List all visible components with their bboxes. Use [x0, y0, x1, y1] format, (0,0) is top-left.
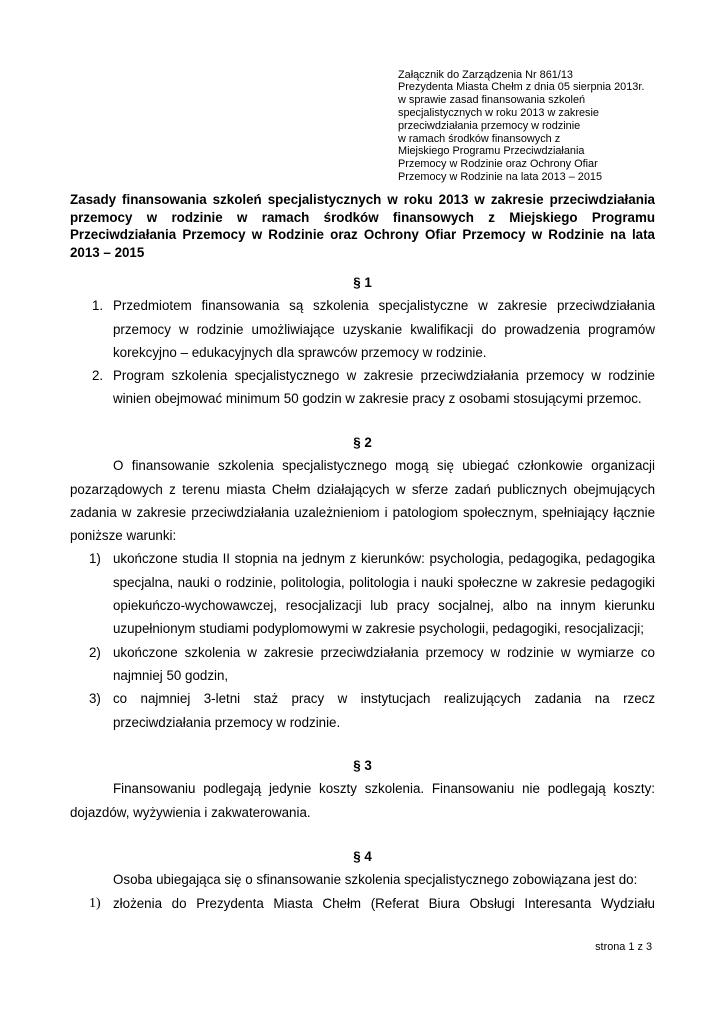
list-marker: 1): [89, 895, 101, 911]
text-line: Program szkolenia specjalistycznego w zakresie przeciwdziałania przemocy w rodzinie: [113, 368, 655, 384]
text-line: uzupełnionym studiami podyplomowymi w zakresie psychologii, pedagogiki, resocjalizacji;: [113, 621, 644, 637]
attachment-note-line: w ramach środków finansowych z: [398, 132, 561, 145]
title-line: Zasady finansowania szkoleń specjalistycznych w roku 2013 w zakresie przeciwdziałania: [70, 192, 655, 207]
list-item: [70, 294, 655, 364]
text-line: ukończone szkolenia w zakresie przeciwdziałania przemocy w rodzinie w wymiarze co: [113, 644, 655, 660]
page-number: strona 1 z 3: [595, 941, 652, 953]
list-item: [70, 547, 655, 640]
section-heading: § 1: [353, 275, 372, 290]
list-item: [70, 364, 655, 411]
text-line: zadania w zakresie przeciwdziałania uzależnieniom i patologiom społecznym, spełniający łącznie: [70, 504, 655, 520]
attachment-note-line: przeciwdziałania przemocy w rodzinie: [398, 119, 581, 132]
attachment-note-line: Miejskiego Programu Przeciwdziałania: [398, 145, 585, 158]
text-line: Finansowaniu podlegają jedynie koszty szkolenia. Finansowaniu nie podlegają koszty:: [113, 781, 655, 797]
text-line: najmniej 50 godzin,: [113, 667, 229, 683]
list-marker: 3): [89, 691, 101, 707]
text-line: korekcyjno – edukacyjnych dla sprawców przemocy w rodzinie.: [113, 344, 487, 360]
attachment-note-line: specjalistycznych w roku 2013 w zakresie: [398, 106, 599, 119]
section-4: [70, 845, 655, 915]
section-3: [70, 754, 655, 824]
title-line: 2013 – 2015: [70, 245, 145, 261]
title-line: przemocy w rodzinie w ramach środków finansowych z Miejskiego Programu: [70, 209, 655, 225]
attachment-note-line: Przemocy w Rodzinie na lata 2013 – 2015: [398, 170, 603, 183]
list-marker: 1): [89, 551, 101, 567]
attachment-note-line: Przemocy w Rodzinie oraz Ochrony Ofiar: [398, 158, 598, 171]
attachment-note-line: w sprawie zasad finansowania szkoleń: [398, 94, 586, 107]
text-line: Osoba ubiegająca się o sfinansowanie szkolenia specjalistycznego zobowiązana jest do:: [113, 872, 638, 888]
list-item: [70, 641, 655, 688]
text-line: Przedmiotem finansowania są szkolenia specjalistyczne w zakresie przeciwdziałania: [113, 298, 655, 314]
section-heading: § 3: [353, 758, 372, 773]
text-line: winien obejmować minimum 50 godzin w zakresie pracy z osobami stosującymi przemoc.: [113, 391, 642, 407]
list-marker: 2.: [92, 368, 104, 384]
title-line: Przeciwdziałania Przemocy w Rodzinie oraz Ochrony Ofiar Przemocy w Rodzinie na lata: [70, 227, 655, 243]
attachment-note-line: Prezydenta Miasta Chełm z dnia 05 sierpnia 2013r.: [398, 81, 645, 94]
text-line: pozarządowych z terenu miasta Chełm działających w sferze zadań publicznych obejmujących: [70, 481, 655, 497]
text-line: przemocy w rodzinie umożliwiające uzyskanie kwalifikacji do prowadzenia programów: [113, 321, 655, 337]
text-line: złożenia do Prezydenta Miasta Chełm (Referat Biura Obsługi Interesanta Wydziału: [113, 895, 655, 911]
text-line: dojazdów, wyżywienia i zakwaterowania.: [70, 804, 311, 820]
section-heading: § 2: [353, 435, 372, 450]
document-title: [70, 191, 655, 262]
text-line: O finansowanie szkolenia specjalistycznego mogą się ubiegać członkowie organizacji: [113, 458, 655, 474]
text-line: poniższe warunki:: [70, 528, 177, 544]
section-2: [70, 431, 655, 734]
list-marker: 1.: [92, 298, 104, 314]
text-line: ukończone studia II stopnia na jednym z kierunków: psychologia, pedagogika, pedagogika: [113, 551, 655, 567]
list-item: [70, 687, 655, 734]
section-heading: § 4: [353, 849, 372, 864]
list-item: [70, 892, 655, 915]
section-1: [70, 271, 655, 411]
text-line: przeciwdziałania przemocy w rodzinie.: [113, 714, 341, 730]
list-marker: 2): [89, 644, 101, 660]
text-line: specjalna, nauki o rodzinie, politologia, politologia i nauki społeczne w zakresie pedagogiki: [113, 574, 655, 590]
attachment-note-line: Załącznik do Zarządzenia Nr 861/13: [398, 68, 573, 81]
text-line: co najmniej 3-letni staż pracy w instytucjach realizujących zadania na rzecz: [113, 691, 655, 707]
text-line: opiekuńczo-wychowawczej, resocjalizacji lub pracy socjalnej, albo na innym kierunku: [113, 598, 655, 614]
attachment-note: [398, 69, 644, 184]
